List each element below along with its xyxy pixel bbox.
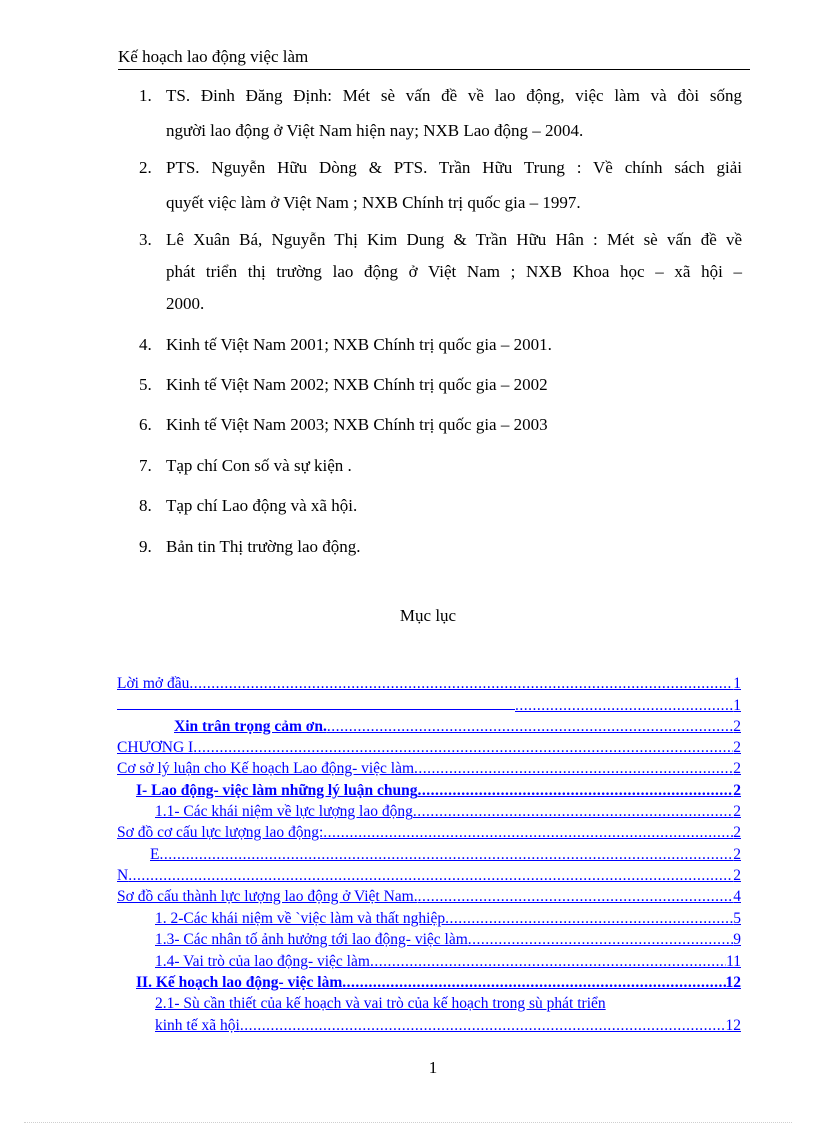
toc-page-number: 1: [733, 675, 741, 692]
toc-link-section-2[interactable]: [136, 974, 741, 992]
reference-text: TS. Đinh Đăng Định: Mét sè vấn đề về lao động, việc làm và đòi sống: [166, 86, 742, 105]
toc-link-n[interactable]: [117, 867, 741, 885]
toc-page-number: 11: [726, 953, 741, 970]
toc-link-loi-mo-dau[interactable]: [117, 675, 741, 693]
toc-leader-dots: [418, 888, 734, 906]
toc-link-co-so-ly-luan[interactable]: [117, 760, 741, 778]
toc-leader-dots: [159, 846, 733, 864]
toc-leader-dots: [414, 760, 733, 778]
toc-page-number: 2: [733, 803, 741, 820]
toc-entry-text: E: [150, 846, 160, 863]
toc-page-number: 2: [733, 846, 741, 863]
toc-entry-text: Xin trân trọng cảm ơn.: [174, 718, 327, 735]
reference-number: 4.: [139, 335, 152, 354]
toc-page-number: 2: [733, 782, 741, 799]
reference-text: người lao động ở Việt Nam hiện nay; NXB Lao động – 2004.: [166, 121, 584, 140]
toc-leader-dots: [128, 867, 733, 885]
toc-page-number: 2: [733, 718, 741, 735]
toc-entry-text: CHƯƠNG I: [117, 739, 194, 756]
toc-link-so-do-co-cau[interactable]: [117, 824, 741, 842]
toc-page-number: 2: [733, 867, 741, 884]
toc-entry-text: N: [117, 867, 129, 884]
toc-leader-dots: [240, 1017, 726, 1035]
toc-leader-dots: [193, 739, 733, 757]
toc-entry-text: 1.3- Các nhân tố ảnh hưởng tới lao động- việc làm: [155, 931, 468, 948]
toc-entry-text: 2.1- Sù cần thiết của kế hoạch và vai trò của kế hoạch trong sù phát triển: [155, 995, 606, 1012]
reference-text: quyết việc làm ở Việt Nam ; NXB Chính trị quốc gia – 1997.: [166, 193, 581, 212]
reference-number: 7.: [139, 456, 152, 475]
toc-leader-dots: [413, 803, 733, 821]
reference-number: 2.: [139, 158, 152, 177]
reference-text: Tạp chí Lao động và xã hội.: [166, 496, 358, 515]
toc-entry-text: 1. 2-Các khái niệm về `việc làm và thất nghiệp: [155, 910, 446, 927]
toc-entry-text: I- Lao động- việc làm những lý luận chung: [136, 782, 418, 799]
reference-text: Tạp chí Con số và sự kiện .: [166, 456, 352, 475]
toc-page-number: 12: [725, 1017, 741, 1034]
toc-leader-dots: [515, 697, 733, 715]
reference-text: Lê Xuân Bá, Nguyễn Thị Kim Dung & Trần Hữu Hân : Mét sè vấn đề về: [166, 230, 742, 249]
toc-entry-text: II. Kế hoạch lao động- việc làm: [136, 974, 343, 991]
toc-link-1-4[interactable]: [155, 953, 741, 971]
toc-entry-text: Lời mở đầu: [117, 675, 190, 692]
page-header: Kế hoạch lao động việc làm: [118, 46, 750, 70]
toc-page-number: 5: [733, 910, 741, 927]
toc-page-number: 2: [733, 739, 741, 756]
toc-link-2-1-cont[interactable]: [155, 1017, 741, 1035]
reference-text: phát triển thị trường lao động ở Việt Nam ; NXB Khoa học – xã hội –: [166, 262, 742, 281]
toc-entry-text: kinh tế xã hội: [155, 1017, 240, 1034]
toc-link-so-do-cau-thanh[interactable]: [117, 888, 741, 906]
toc-entry-text: Sơ đồ cơ cấu lực lượng lao động:: [117, 824, 324, 841]
reference-text: Kinh tế Việt Nam 2001; NXB Chính trị quốc gia – 2001.: [166, 335, 552, 354]
toc-link-1-2[interactable]: [155, 910, 741, 928]
toc-leader-dots: [189, 675, 733, 693]
reference-number: 9.: [139, 537, 152, 556]
reference-text: Bản tin Thị trường lao động.: [166, 537, 361, 556]
toc-entry-text: 1.4- Vai trò của lao động- việc làm: [155, 953, 370, 970]
toc-link-blank[interactable]: [117, 697, 741, 715]
toc-title: Mục lục: [399, 606, 457, 625]
page-number: 1: [428, 1058, 438, 1077]
reference-text: Kinh tế Việt Nam 2003; NXB Chính trị quốc gia – 2003: [166, 415, 548, 434]
toc-link-chuong-1[interactable]: [117, 739, 741, 757]
toc-leader-dots: [370, 953, 726, 971]
toc-leader-dots: [327, 718, 733, 736]
reference-number: 6.: [139, 415, 152, 434]
toc-link-section-1[interactable]: [136, 782, 741, 800]
toc-link-e[interactable]: [117, 846, 741, 864]
toc-page-number: 4: [733, 888, 741, 905]
reference-number: 5.: [139, 375, 152, 394]
toc-link-cam-on[interactable]: [174, 718, 741, 736]
toc-entry-text: Cơ sở lý luận cho Kế hoạch Lao động- việc làm: [117, 760, 415, 777]
reference-number: 8.: [139, 496, 152, 515]
toc-link-1-1[interactable]: [155, 803, 741, 821]
toc-page-number: 12: [725, 974, 741, 991]
toc-link-2-1[interactable]: [155, 995, 717, 1013]
toc-leader-dots: [323, 824, 733, 842]
reference-number: 1.: [139, 86, 152, 105]
toc-page-number: 1: [733, 697, 741, 714]
toc-entry-text: Sơ đồ cấu thành lực lượng lao động ở Việt Nam.: [117, 888, 418, 905]
toc-leader-dots: [468, 931, 733, 949]
toc-page-number: 9: [733, 931, 741, 948]
toc-entry-text: 1.1- Các khái niệm về lực lượng lao động: [155, 803, 413, 820]
reference-text: 2000.: [166, 294, 205, 313]
toc-leader-dots: [342, 974, 725, 992]
reference-text: Kinh tế Việt Nam 2002; NXB Chính trị quốc gia – 2002: [166, 375, 548, 394]
toc-page-number: 2: [733, 760, 741, 777]
reference-text: PTS. Nguyễn Hữu Dòng & PTS. Trần Hữu Trung : Về chính sách giải: [166, 158, 742, 177]
toc-leader-dots: [445, 910, 733, 928]
toc-page-number: 2: [733, 824, 741, 841]
toc-link-1-3[interactable]: [155, 931, 741, 949]
toc-leader-dots: [417, 782, 733, 800]
toc-entry-text: [117, 697, 515, 710]
reference-number: 3.: [139, 230, 152, 249]
